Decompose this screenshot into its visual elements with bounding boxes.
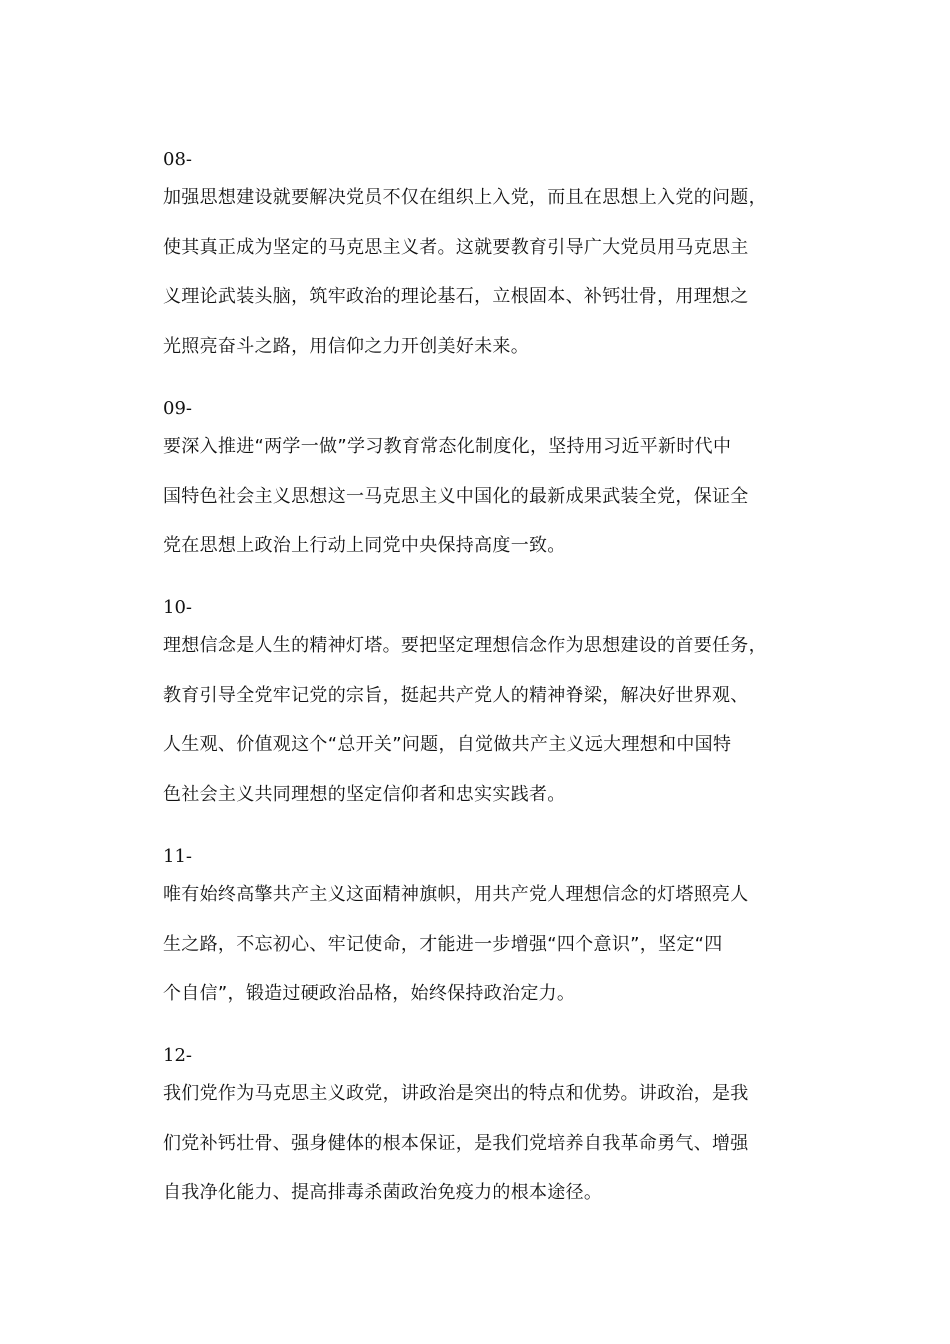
section-number: 12- (163, 1045, 192, 1066)
paragraph-line: 唯有始终高擎共产主义这面精神旗帜，用共产党人理想信念的灯塔照亮人 (163, 884, 749, 905)
paragraph-line: 们党补钙壮骨、强身健体的根本保证，是我们党培养自我革命勇气、增强 (163, 1132, 749, 1154)
paragraph-line: 理想信念是人生的精神灯塔。要把坚定理想信念作为思想建设的首要任务， (163, 635, 767, 656)
section-08 (163, 148, 803, 371)
paragraph-line: 国特色社会主义思想这一马克思主义中国化的最新成果武装全党，保证全 (163, 485, 749, 507)
paragraph-line: 色社会主义共同理想的坚定信仰者和忠实实践者。 (163, 783, 566, 805)
section-number: 09- (163, 398, 192, 419)
section-number: 10- (163, 597, 192, 618)
paragraph-line: 要深入推进“两学一做”学习教育常态化制度化，坚持用习近平新时代中 (163, 436, 732, 457)
section-paragraph (163, 422, 803, 571)
section-paragraph (163, 173, 803, 371)
paragraph-line: 生之路，不忘初心、牢记使命，才能进一步增强“四个意识”，坚定“四 (163, 933, 723, 955)
section-12 (163, 1044, 803, 1218)
section-paragraph (163, 870, 803, 1019)
paragraph-line: 加强思想建设就要解决党员不仅在组织上入党，而且在思想上入党的问题， (163, 187, 767, 208)
section-09 (163, 397, 803, 571)
paragraph-line: 使其真正成为坚定的马克思主义者。这就要教育引导广大党员用马克思主 (163, 236, 749, 258)
paragraph-line: 义理论武装头脑，筑牢政治的理论基石，立根固本、补钙壮骨，用理想之 (163, 286, 749, 308)
paragraph-line: 人生观、价值观这个“总开关”问题，自觉做共产主义远大理想和中国特 (163, 734, 732, 756)
section-number: 08- (163, 149, 192, 170)
paragraph-line: 教育引导全党牢记党的宗旨，挺起共产党人的精神脊梁，解决好世界观、 (163, 684, 749, 706)
section-11 (163, 845, 803, 1019)
section-paragraph (163, 621, 803, 819)
paragraph-line: 党在思想上政治上行动上同党中央保持高度一致。 (163, 535, 566, 557)
section-paragraph (163, 1069, 803, 1218)
section-10 (163, 596, 803, 819)
paragraph-line: 光照亮奋斗之路，用信仰之力开创美好未来。 (163, 335, 529, 357)
section-number: 11- (163, 846, 192, 867)
paragraph-line: 我们党作为马克思主义政党，讲政治是突出的特点和优势。讲政治，是我 (163, 1083, 749, 1104)
paragraph-line: 自我净化能力、提高排毒杀菌政治免疫力的根本途径。 (163, 1182, 603, 1204)
paragraph-line: 个自信”，锻造过硬政治品格，始终保持政治定力。 (163, 983, 576, 1005)
